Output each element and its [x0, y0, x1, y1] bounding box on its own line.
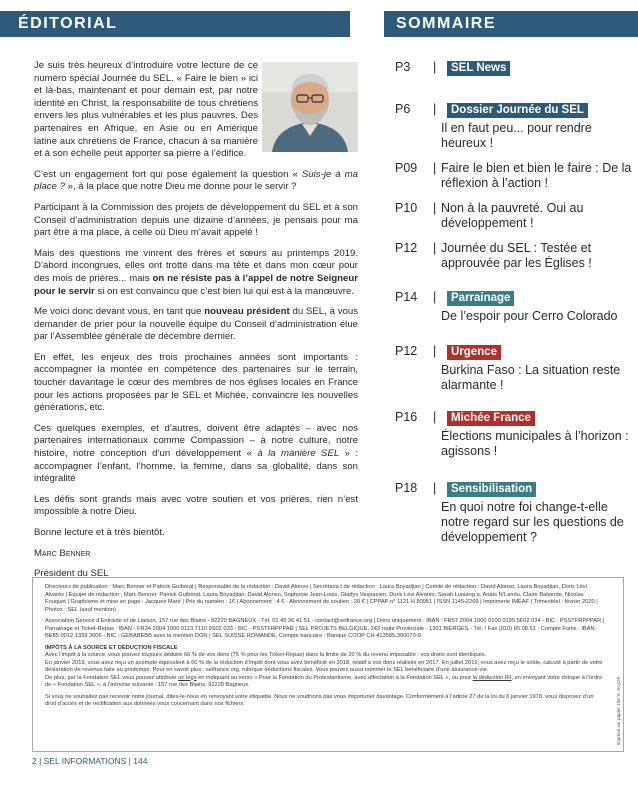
tax-paragraph: Avec l’impôt à la source, vous pouvez toujours déduire 66 % de vos dons (75 % pour les Ticket-Repas) dans la limite de 20 % du revenu imposable : vos droits sont identiques.: [45, 652, 487, 658]
sommaire-item[interactable]: P10 | Non à la pauvreté. Oui au développement !: [395, 201, 635, 216]
sommaire-header: SOMMAIRE: [384, 11, 638, 37]
sommaire-title: Faire le bien et bien le faire : De la réflexion à l’action !: [441, 161, 632, 190]
tax-paragraph: De plus, par la Fondation SEL vous pouvez attribuer un legs en indiquant au verso « Pour la Fondation du Protestantisme, avec affectation à la Fondation SEL », ou pour la déduction IFI, en envoyant votre chèque à l’ordre de « Fondation SEL », à l’adresse suivante : 157 rue des Blains, 92220 Bagneux.: [45, 674, 603, 688]
tax-title: IMPÔTS À LA SOURCE ET DÉDUCTION FISCALE: [45, 644, 178, 651]
editorial-paragraph: Les défis sont grands mais avec votre soutien et vos prières, rien n’est impossible à notre Dieu.: [34, 493, 358, 518]
editorial-paragraph: En effet, les enjeux des trois prochaines années sont importants : accompagner la montée en compétence des partenaires sur le terrain, toucher davantage le cœur des membres de nos églises locales en France pour les actions proposées par le SEL et Michée, convaincre les nouvelles générations, etc.: [34, 351, 358, 414]
legs-link[interactable]: un legs: [178, 674, 197, 681]
sommaire-title: Burkina Faso : La situation reste alarmante !: [441, 363, 621, 392]
sommaire-item[interactable]: P3 | SEL News: [395, 60, 635, 76]
sommaire-item[interactable]: P18 | Sensibilisation En quoi notre foi change-t-elle notre regard sur les questions de développement ?: [395, 481, 635, 497]
sommaire-title: De l’espoir pour Cerro Colorado: [441, 309, 618, 323]
sommaire-item[interactable]: P14 | Parrainage De l’espoir pour Cerro Colorado: [395, 290, 635, 306]
editorial-paragraph: C’est un engagement fort qui pose également la question « Suis-je à ma place ? », à la place que notre Dieu me donne pour le servir ?: [34, 168, 358, 193]
sommaire-tag: Michée France: [447, 411, 535, 426]
sommaire-item[interactable]: P12 | Urgence Burkina Faso : La situation reste alarmante !: [395, 344, 635, 360]
association-info: Association Service d’Entraide et de Liaison, 157 rue des Blains - 92220 BAGNEUX - Tél. 01 45 36 41 51 - contact@selfrance.org | Dons uniquement : IBAN : FR57 2004 1000 0100 0195 5F02 034 - BIC : PSSTFRPPPAR | Parrainage et Ticket-Repas : IBAN - FR34 2004 1000 0113 7110 9S02 033 - BIC - PSSTFRPPPAR | SEL PROJETS BELGIQUE, 243 route Provinciale - 1301 BIERGES - Tél. / Fax (010) 65.08.51 - Compte Fortis : IBAN : BE85 0012 1339 3006 - BIC : GEBABEBB avec la mention DON | SEL SUISSE ROMANDE, Compte bancaire : Banque COOP CH 413585.300070-9: [45, 618, 605, 639]
editorial-header: ÉDITORIAL: [0, 11, 350, 37]
sommaire-item[interactable]: P6 | Dossier Journée du SEL Il en faut peu... pour rendre heureux !: [395, 102, 635, 118]
sommaire-title: Journée du SEL : Testée et approuvée par les Églises !: [441, 241, 592, 270]
editorial-body: [34, 60, 358, 589]
editorial-paragraph: Ces quelques exemples, et d’autres, doivent être adaptés – avec nos partenaires internationaux comme Compassion – à notre culture, notre histoire, notre conception d’un développement « à la manière SEL » : accompagner l’enfant, l’homme, la femme, dans sa globalité, dans son intégralité: [34, 422, 358, 485]
editorial-paragraph: Je suis très heureux d’introduire votre lecture de ce numéro spécial Journée du SEL. « Faire le bien » ici et là-bas, maintenant et pour demain est, par notre identité en Christ, la responsabilité de tous chrétiens envers les plus vulnérables et les plus pauvres. Des partenaires en Afrique, en Asie ou en Amérique latine aux chrétiens de France, chacun à sa manière et à son échelle peut apporter sa pierre à l’édifice.: [34, 60, 258, 160]
recycled-paper-note: Imprimé sur papier 100 % recyclé: [616, 676, 621, 745]
privacy-notice: Si vous ne souhaitez pas recevoir notre journal, dites-le-nous en renvoyant votre étiquette. Nous ne voudrions pas vous importuner davantage. Conformément à l’article 27 de la loi du 6 janvier 1978, vous disposez d’un droit d’accès et de rectification aux données vous concernant dans nos fichiers.: [45, 693, 594, 707]
sommaire-title: Il en faut peu... pour rendre heureux !: [441, 121, 592, 150]
signature-name: Marc Benner: [34, 547, 91, 559]
sommaire-item[interactable]: P09 | Faire le bien et bien le faire : De la réflexion à l’action !: [395, 161, 635, 176]
ifi-link[interactable]: la déduction IFI: [472, 674, 512, 681]
sommaire-title: En quoi notre foi change-t-elle notre regard sur les questions de développement ?: [441, 500, 624, 544]
sommaire-tag: SEL News: [447, 61, 510, 76]
sommaire-item[interactable]: P12 | Journée du SEL : Testée et approuvée par les Églises !: [395, 241, 635, 256]
legal-box: [32, 577, 624, 752]
sommaire-tag: Sensibilisation: [447, 482, 536, 497]
tax-paragraph: En janvier 2019, vous avez reçu un acompte équivalent à 60 % de la réduction d’impôt dont vous avez bénéficié en 2018, relatif à vos dons réalisés en 2017. En juillet 2019, vous avez reçu le solde, calculé à partir de votre déclaration de revenus faite au printemps. Pour en savoir plus : selfrance.org, rubrique déductions fiscales. Vous pouvez aussi nommer le SEL bénéficiaire d’une assurance-vie.: [45, 659, 603, 673]
sommaire-title: Élections municipales à l’horizon : agissons !: [441, 429, 629, 458]
page-footer: 2 | SEL INFORMATIONS | 144: [32, 756, 148, 766]
sommaire-title: Non à la pauvreté. Oui au développement !: [441, 201, 584, 230]
editorial-paragraph: Bonne lecture et à très bientôt.: [34, 527, 165, 538]
editorial-paragraph: Participant à la Commission des projets de développement du SEL et à son Conseil d’administration depuis une dizaine d’années, je pensais pour ma part être à ma place, à celle où Dieu m’avait appelé !: [34, 201, 358, 239]
sommaire-tag: Parrainage: [447, 291, 514, 306]
editorial-paragraph: Me voici donc devant vous, en tant que nouveau président du SEL, à vous demander de prier pour la nouvelle équipe du Conseil d’administration élue par l’Assemblée générale de décembre dernier.: [34, 306, 359, 343]
sommaire-tag: Urgence: [447, 345, 501, 360]
sommaire-tag: Dossier Journée du SEL: [447, 103, 588, 118]
staff-credits: Directeurs de publication : Marc Benner et Patrick Guiborat | Responsable de la rédaction : David Alonso | Secrétaria t de rédaction : Laura Boyadjian | Comité de rédaction : David Alonso, Laura Boyadjian, Doris Lévi Alvarès | Équipe de rédaction : Marc Benner, Patrick Guiborat, Laura Boyadjian, David Alonso, Sophonie Jean-Louis, Gladys Vespasien, Doris Lévi Alvarès, Sarah Luniang a, Anaïs N’Landu, Claire Balverde, Nicolas Fouquet | Graphisme et mise en page : Jacques Maré | Prix du numéro : 1€ | Abonnement : 4 € - Abonnement de soutien : 20 € | CPPAP n° 1121 H 80951 | ISSN 1145-2269 | Imprimerie IMEAF | Trimestriel : février 2020 | Photos : SEL (sauf mention): [45, 584, 598, 613]
sommaire-item[interactable]: P16 | Michée France Élections municipales à l’horizon : agissons !: [395, 410, 635, 426]
editorial-paragraph: Mais des questions me vinrent des frères et sœurs au printemps 2019. D’abord incongrues, elles ont trotté dans ma tête et dans mon cœur pour des mois de prières... mais on ne résiste pas à l’appel de notre Seigneur pour le servir si on est convaincu que c’est bien lui qui est à la manœuvre.: [34, 247, 358, 297]
signature-role: Président du SEL: [34, 568, 109, 580]
